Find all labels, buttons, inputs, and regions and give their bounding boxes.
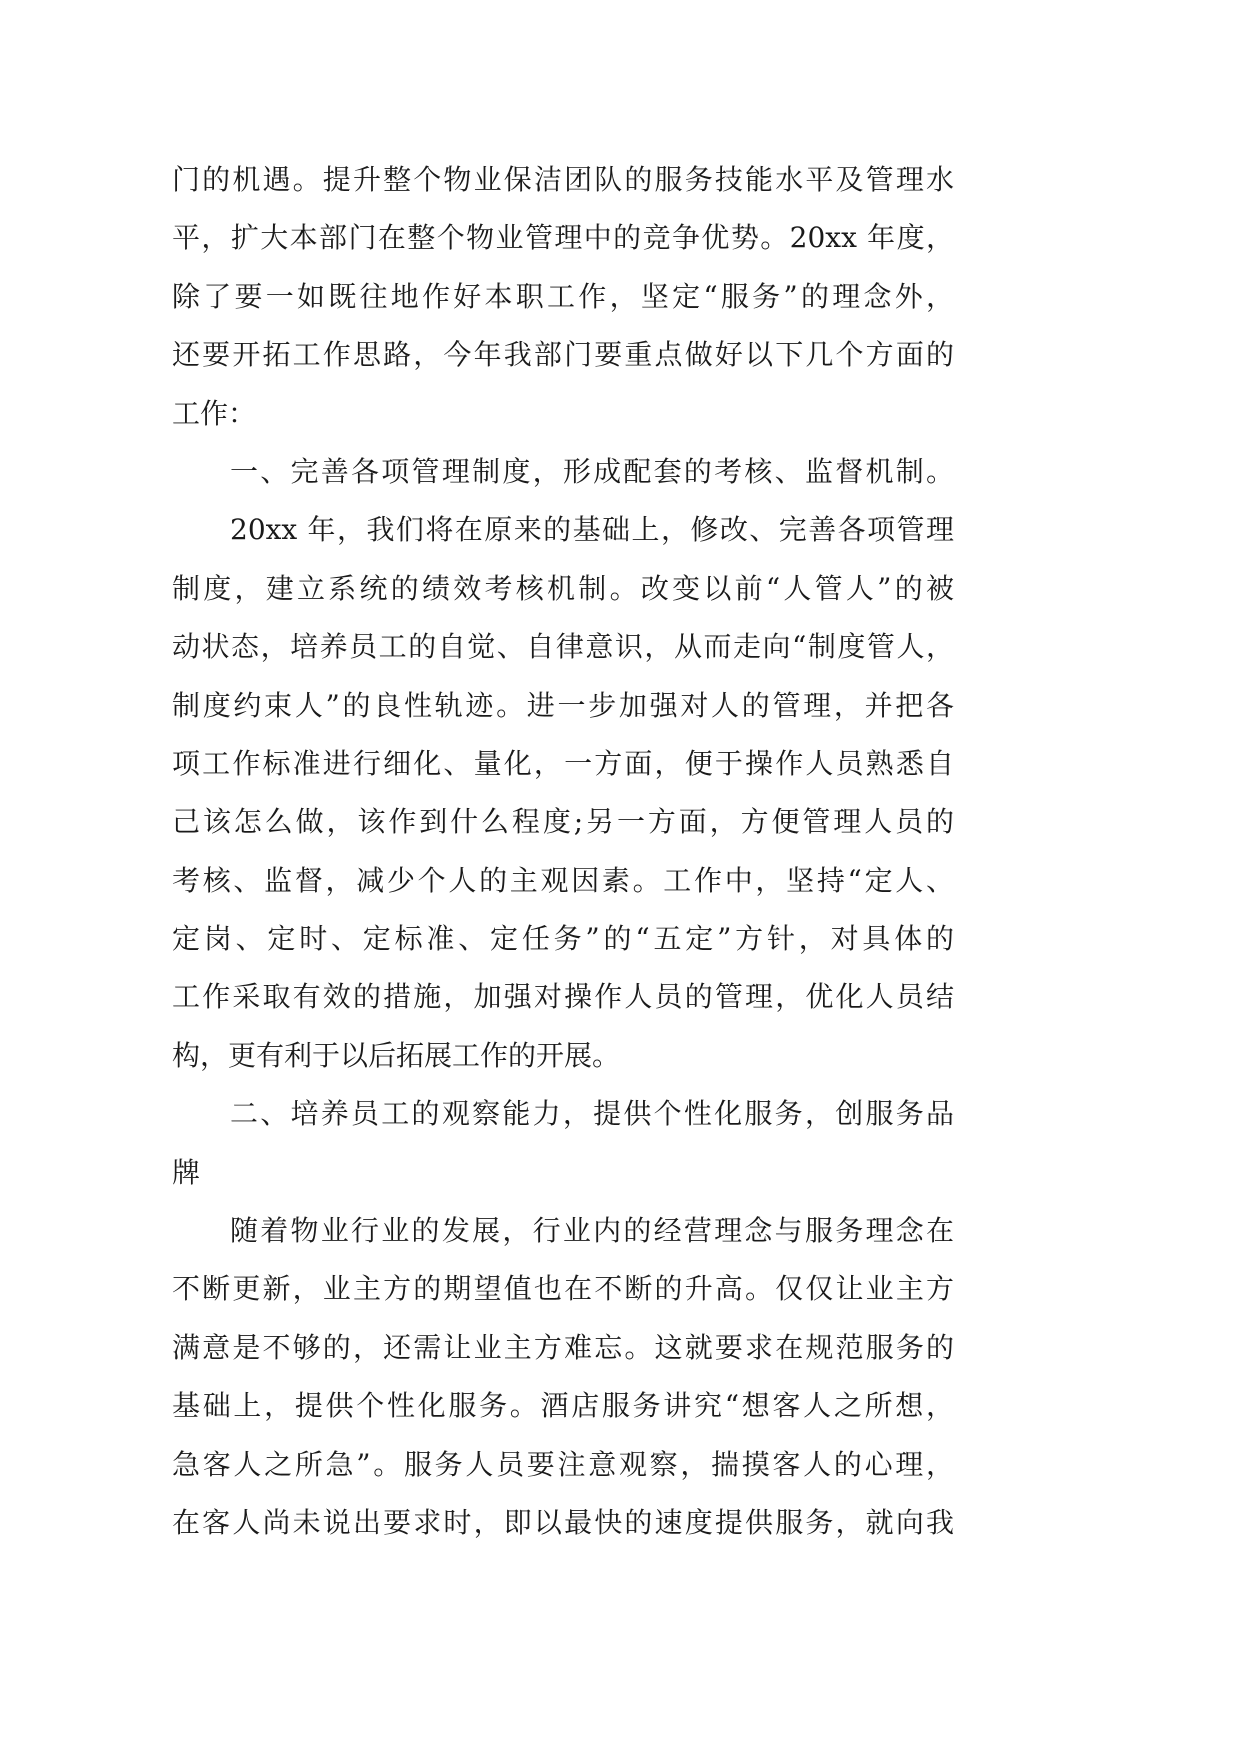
text-line: 基础上，提供个性化服务。酒店服务讲究“想客人之所想， (172, 1389, 954, 1423)
text-line: 动状态，培养员工的自觉、自律意识，从而走向“制度管人， (172, 630, 954, 664)
text-line: 在客人尚未说出要求时，即以最快的速度提供服务，就向我 (172, 1505, 954, 1539)
section-heading: 一、完善各项管理制度，形成配套的考核、监督机制。 (230, 454, 954, 488)
text-line: 制度约束人”的良性轨迹。进一步加强对人的管理，并把各 (172, 688, 954, 722)
text-line: 满意是不够的，还需让业主方难忘。这就要求在规范服务的 (172, 1330, 954, 1364)
text-line: 牌 (172, 1155, 201, 1189)
text-line: 己该怎么做，该作到什么程度;另一方面，方便管理人员的 (172, 805, 954, 839)
text-line: 工作采取有效的措施，加强对操作人员的管理，优化人员结 (172, 980, 954, 1014)
text-line: 考核、监督，减少个人的主观因素。工作中，坚持“定人、 (172, 863, 954, 897)
document-body (172, 151, 954, 1552)
text-line: 不断更新，业主方的期望值也在不断的升高。仅仅让业主方 (172, 1272, 954, 1306)
text-line: 工作： (172, 396, 257, 430)
text-line: 制度，建立系统的绩效考核机制。改变以前“人管人”的被 (172, 571, 954, 605)
text-line: 除了要一如既往地作好本职工作，坚定“服务”的理念外， (172, 279, 954, 313)
text-line: 门的机遇。提升整个物业保洁团队的服务技能水平及管理水 (172, 163, 954, 196)
text-line: 急客人之所急”。服务人员要注意观察，揣摸客人的心理， (172, 1447, 954, 1481)
text-line: 还要开拓工作思路，今年我部门要重点做好以下几个方面的 (172, 338, 954, 372)
text-line: 20xx 年，我们将在原来的基础上，修改、完善各项管理 (230, 513, 954, 547)
text-line: 定岗、定时、定标准、定任务”的“五定”方针，对具体的 (172, 922, 954, 956)
text-line: 随着物业行业的发展，行业内的经营理念与服务理念在 (230, 1214, 954, 1248)
section-heading: 二、培养员工的观察能力，提供个性化服务，创服务品 (230, 1097, 954, 1131)
text-line: 项工作标准进行细化、量化，一方面，便于操作人员熟悉自 (172, 746, 954, 780)
text-line: 构，更有利于以后拓展工作的开展。 (172, 1038, 621, 1072)
text-line: 平，扩大本部门在整个物业管理中的竞争优势。20xx 年度， (172, 221, 954, 255)
